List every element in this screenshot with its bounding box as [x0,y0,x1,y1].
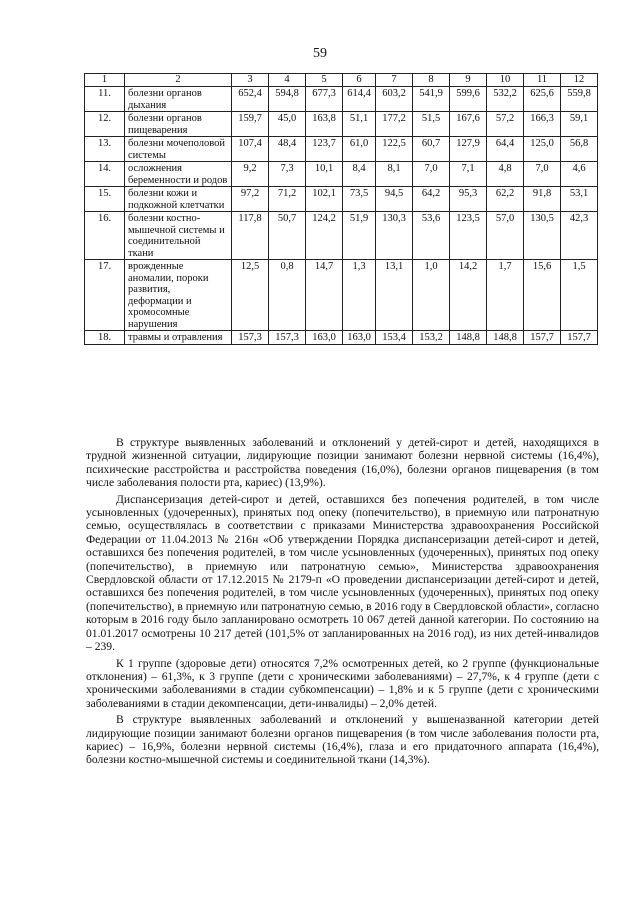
value-cell: 1,5 [561,260,598,331]
table-row [85,260,598,331]
value-cell: 541,9 [413,87,450,112]
column-header: 5 [306,74,343,87]
column-header: 6 [343,74,376,87]
value-cell: 130,3 [376,212,413,260]
value-cell: 167,6 [450,112,487,137]
value-cell: 51,1 [343,112,376,137]
value-cell: 102,1 [306,187,343,212]
disease-name: травмы и отравления [125,331,232,345]
value-cell: 12,5 [232,260,269,331]
value-cell: 148,8 [450,331,487,345]
row-number: 12. [85,112,125,137]
value-cell: 157,3 [269,331,306,345]
value-cell: 122,5 [376,137,413,162]
value-cell: 559,8 [561,87,598,112]
value-cell: 7,1 [450,162,487,187]
value-cell: 59,1 [561,112,598,137]
table-row [85,187,598,212]
value-cell: 94,5 [376,187,413,212]
disease-name: болезни мочеполовой системы [125,137,232,162]
column-header: 2 [125,74,232,87]
value-cell: 0,8 [269,260,306,331]
value-cell: 124,2 [306,212,343,260]
value-cell: 1,7 [487,260,524,331]
value-cell: 95,3 [450,187,487,212]
table-header-row [85,74,598,87]
value-cell: 9,2 [232,162,269,187]
disease-name: осложнения беременности и родов [125,162,232,187]
row-number: 16. [85,212,125,260]
value-cell: 1,0 [413,260,450,331]
row-number: 13. [85,137,125,162]
value-cell: 614,4 [343,87,376,112]
paragraph: В структуре выявленных заболеваний и отклонений у вышеназванной категории детей лидирующие позиции занимают болезни органов пищеварения (в том числе заболевания полости рта, кариес) – 16,9%, болезни нервной системы (16,4%), глаза и его придаточного аппарата (16,4%), болезни костно-мышечной системы и соединительной ткани (14,3%). [86,713,599,767]
value-cell: 57,0 [487,212,524,260]
disease-name: болезни органов пищеварения [125,112,232,137]
value-cell: 60,7 [413,137,450,162]
table-row [85,137,598,162]
value-cell: 594,8 [269,87,306,112]
value-cell: 50,7 [269,212,306,260]
value-cell: 163,0 [306,331,343,345]
paragraph: В структуре выявленных заболеваний и отклонений у детей-сирот и детей, находящихся в трудной жизненной ситуации, лидирующие позиции занимают болезни нервной системы (16,4%), психические расстройства и расстройства поведения (16,0%), болезни органов пищеварения (в том числе заболевания полости рта, кариес) (13,9%). [86,436,599,490]
body-text [86,436,599,770]
disease-name: врожденные аномалии, пороки развития, деформации и хромосомные нарушения [125,260,232,331]
value-cell: 48,4 [269,137,306,162]
value-cell: 532,2 [487,87,524,112]
value-cell: 97,2 [232,187,269,212]
value-cell: 45,0 [269,112,306,137]
row-number: 17. [85,260,125,331]
column-header: 9 [450,74,487,87]
value-cell: 73,5 [343,187,376,212]
value-cell: 64,4 [487,137,524,162]
value-cell: 7,3 [269,162,306,187]
table-row [85,87,598,112]
paragraph: К 1 группе (здоровые дети) относятся 7,2% осмотренных детей, ко 2 группе (функциональные отклонения) – 61,3%, к 3 группе (дети с хроническими заболеваниями) – 27,7%, к 4 группе (дети с хроническими заболеваниями в стадии субкомпенсации) – 1,8% и к 5 группе (дети с хроническими заболеваниями в стадии декомпенсации, дети-инвалиды) – 2,0% детей. [86,656,599,710]
value-cell: 51,5 [413,112,450,137]
value-cell: 163,0 [343,331,376,345]
table-row [85,112,598,137]
column-header: 8 [413,74,450,87]
column-header: 12 [561,74,598,87]
column-header: 11 [524,74,561,87]
disease-name: болезни костно-мышечной системы и соединительной ткани [125,212,232,260]
value-cell: 53,1 [561,187,598,212]
disease-table [84,73,598,345]
value-cell: 125,0 [524,137,561,162]
value-cell: 123,5 [450,212,487,260]
value-cell: 64,2 [413,187,450,212]
value-cell: 7,0 [524,162,561,187]
value-cell: 163,8 [306,112,343,137]
value-cell: 157,7 [524,331,561,345]
value-cell: 13,1 [376,260,413,331]
value-cell: 15,6 [524,260,561,331]
value-cell: 107,4 [232,137,269,162]
value-cell: 62,2 [487,187,524,212]
value-cell: 157,7 [561,331,598,345]
value-cell: 153,4 [376,331,413,345]
value-cell: 603,2 [376,87,413,112]
value-cell: 4,6 [561,162,598,187]
value-cell: 4,8 [487,162,524,187]
value-cell: 599,6 [450,87,487,112]
value-cell: 71,2 [269,187,306,212]
row-number: 18. [85,331,125,345]
value-cell: 153,2 [413,331,450,345]
value-cell: 8,4 [343,162,376,187]
value-cell: 677,3 [306,87,343,112]
value-cell: 14,2 [450,260,487,331]
value-cell: 148,8 [487,331,524,345]
value-cell: 10,1 [306,162,343,187]
value-cell: 117,8 [232,212,269,260]
disease-name: болезни органов дыхания [125,87,232,112]
column-header: 3 [232,74,269,87]
value-cell: 157,3 [232,331,269,345]
table-row [85,162,598,187]
column-header: 10 [487,74,524,87]
column-header: 7 [376,74,413,87]
value-cell: 56,8 [561,137,598,162]
value-cell: 7,0 [413,162,450,187]
value-cell: 8,1 [376,162,413,187]
row-number: 14. [85,162,125,187]
row-number: 11. [85,87,125,112]
value-cell: 166,3 [524,112,561,137]
value-cell: 159,7 [232,112,269,137]
disease-name: болезни кожи и подкожной клетчатки [125,187,232,212]
value-cell: 61,0 [343,137,376,162]
value-cell: 177,2 [376,112,413,137]
value-cell: 14,7 [306,260,343,331]
value-cell: 625,6 [524,87,561,112]
table-row [85,212,598,260]
value-cell: 1,3 [343,260,376,331]
value-cell: 42,3 [561,212,598,260]
value-cell: 130,5 [524,212,561,260]
value-cell: 91,8 [524,187,561,212]
value-cell: 652,4 [232,87,269,112]
table-row [85,331,598,345]
value-cell: 53,6 [413,212,450,260]
page-number: 59 [313,46,327,61]
column-header: 1 [85,74,125,87]
column-header: 4 [269,74,306,87]
value-cell: 57,2 [487,112,524,137]
paragraph: Диспансеризация детей-сирот и детей, оставшихся без попечения родителей, в том числе усыновленных (удочеренных), принятых под опеку (попечительство), в приемную или патронатную семью, осуществлялась в соответствии с приказами Министерства здравоохранения Российской Федерации от 11.04.2013 № 216н «Об утверждении Порядка диспансеризации детей-сирот и детей, оставшихся без попечения родителей, в том числе усыновленных (удочеренных), принятых под опеку (попечительство), в приемную или патронатную семью», Министерства здравоохранения Свердловской области от 17.12.2015 № 2179-п «О проведении диспансеризации детей-сирот и детей, оставшихся без попечения родителей, в том числе усыновленных (удочеренных), принятых под опеку (попечительство), в приемную или патронатную семью, в 2016 году в Свердловской области», согласно которым в 2016 году было запланировано осмотреть 10 067 детей данной категории. По состоянию на 01.01.2017 осмотрены 10 217 детей (101,5% от запланированных на 2016 год), из них детей-инвалидов – 239. [86,492,599,654]
value-cell: 127,9 [450,137,487,162]
row-number: 15. [85,187,125,212]
value-cell: 123,7 [306,137,343,162]
value-cell: 51,9 [343,212,376,260]
